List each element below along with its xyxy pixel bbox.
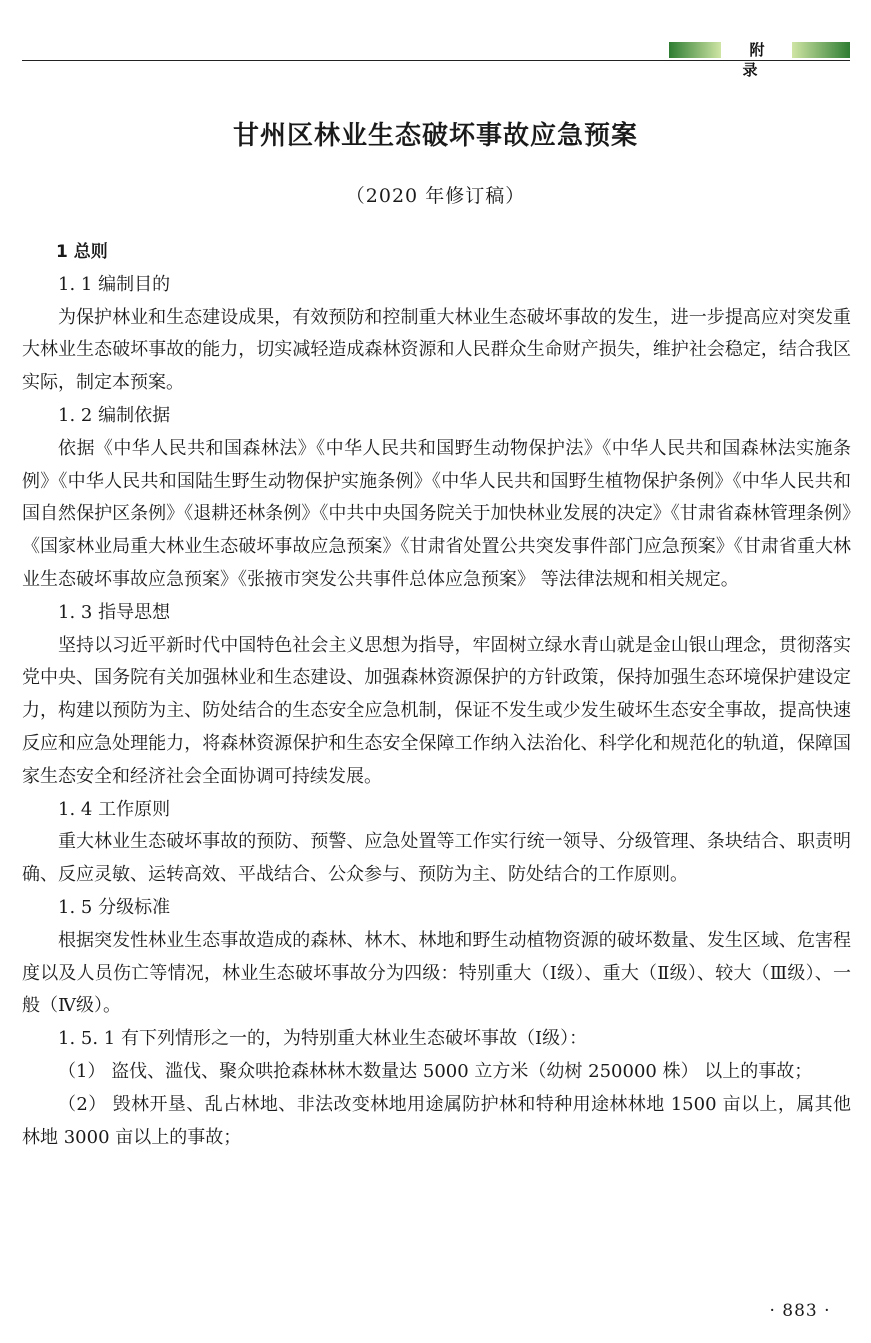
subsection-heading: 1. 4 工作原则 bbox=[58, 798, 171, 820]
subsection-heading: 1. 5 分级标准 bbox=[58, 896, 171, 918]
header-decor-bar-left bbox=[669, 42, 721, 58]
document-subtitle: （2020 年修订稿） bbox=[345, 185, 526, 207]
subsection-heading: 1. 5. 1 有下列情形之一的，为特别重大林业生态破坏事故（Ⅰ级）： bbox=[58, 1028, 588, 1050]
subsection-heading: 1. 1 编制目的 bbox=[58, 273, 171, 295]
header-rule bbox=[22, 60, 850, 61]
document-body bbox=[22, 236, 851, 1154]
section-heading: 1 总则 bbox=[56, 242, 108, 262]
header-decor-bar-right bbox=[792, 42, 850, 58]
paragraph: 坚持以习近平新时代中国特色社会主义思想为指导，牢固树立绿水青山就是金山银山理念，贯彻落实党中央、国务院有关加强林业和生态建设、加强森林资源保护的方针政策，保持加强生态环境保护建设定力，构建以预防为主、防处结合的生态安全应急机制，保证不发生或少发生破坏生态安全事故，提高快速反应和应急处理能力，将森林资源保护和生态安全保障工作纳入法治化、科学化和规范化的轨道，保障国家生态安全和经济社会全面协调可持续发展。 bbox=[22, 634, 851, 787]
paragraph: 根据突发性林业生态事故造成的森林、林木、林地和野生动植物资源的破坏数量、发生区域、危害程度以及人员伤亡等情况，林业生态破坏事故分为四级：特别重大（Ⅰ级）、重大（Ⅱ级）、较大（Ⅲ级）、一般（Ⅳ级）。 bbox=[22, 929, 851, 1017]
list-item: （2） 毁林开垦、乱占林地、非法改变林地用途属防护林和特种用途林林地 1500 亩以上，属其他林地 3000 亩以上的事故； bbox=[22, 1093, 851, 1148]
document-title: 甘州区林业生态破坏事故应急预案 bbox=[232, 121, 638, 151]
paragraph: 为保护林业和生态建设成果，有效预防和控制重大林业生态破坏事故的发生，进一步提高应对突发重大林业生态破坏事故的能力，切实减轻造成森林资源和人民群众生命财产损失，维护社会稳定，结合我区实际，制定本预案。 bbox=[22, 306, 851, 394]
running-header bbox=[22, 40, 850, 79]
paragraph: 依据《中华人民共和国森林法》《中华人民共和国野生动物保护法》《中华人民共和国森林法实施条例》《中华人民共和国陆生野生动物保护实施条例》《中华人民共和国野生植物保护条例》《中华人民共和国自然保护区条例》《退耕还林条例》《中共中央国务院关于加快林业发展的决定》《甘肃省森林管理条例》《国家林业局重大林业生态破坏事故应急预案》《甘肃省处置公共突发事件部门应急预案》《甘肃省重大林业生态破坏事故应急预案》《张掖市突发公共事件总体应急预案》 等法律法规和相关规定。 bbox=[22, 437, 851, 590]
subsection-heading: 1. 3 指导思想 bbox=[58, 601, 171, 623]
header-section-label: 附录 bbox=[742, 41, 779, 79]
page-number: · 883 · bbox=[769, 1301, 831, 1321]
subsection-heading: 1. 2 编制依据 bbox=[58, 404, 171, 426]
list-item: （1） 盗伐、滥伐、聚众哄抢森林林木数量达 5000 立方米（幼树 250000 株） 以上的事故； bbox=[58, 1060, 813, 1082]
paragraph: 重大林业生态破坏事故的预防、预警、应急处置等工作实行统一领导、分级管理、条块结合、职责明确、反应灵敏、运转高效、平战结合、公众参与、预防为主、防处结合的工作原则。 bbox=[22, 831, 851, 886]
